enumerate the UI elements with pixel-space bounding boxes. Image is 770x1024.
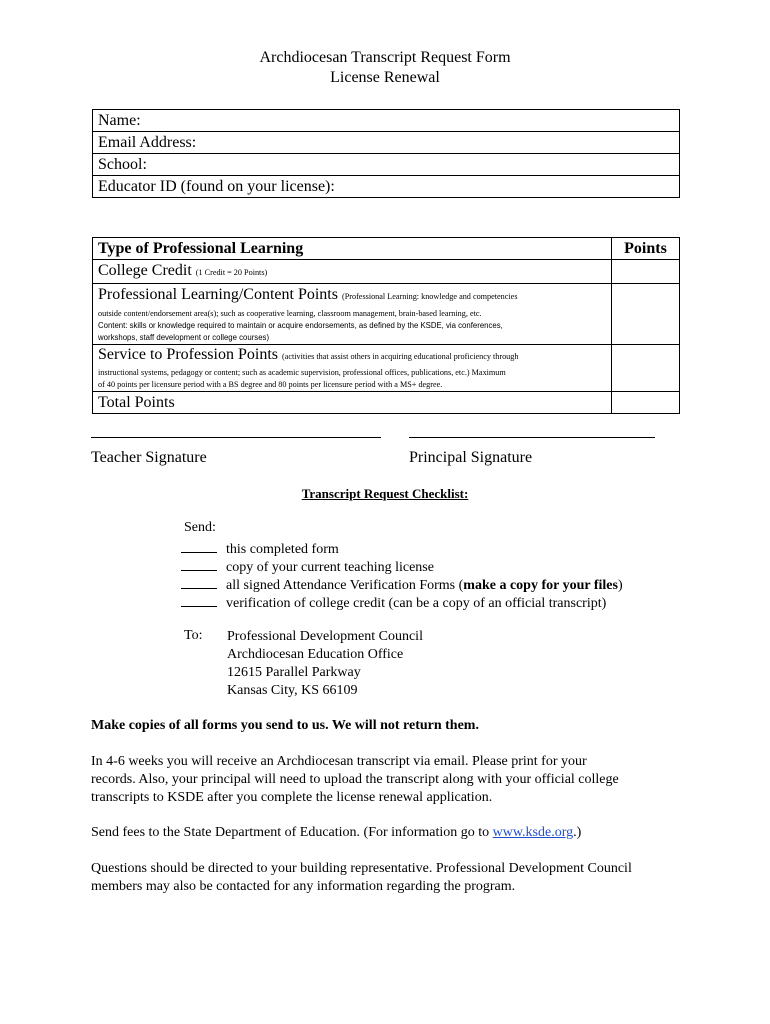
educator-info-table (92, 109, 680, 198)
professional-learning-table (92, 237, 680, 414)
checklist-blank[interactable] (181, 575, 217, 589)
college-credit-label: College Credit (98, 262, 192, 279)
checklist-item (181, 593, 606, 611)
paragraph-line: records. Also, your principal will need to upload the transcript along with your official college (91, 772, 619, 787)
type-column-header: Type of Professional Learning (93, 238, 612, 260)
copies-notice: Make copies of all forms you send to us. We will not return them. (91, 718, 479, 733)
checklist-blank[interactable] (181, 593, 217, 607)
fees-paragraph (91, 824, 691, 842)
address-line: Kansas City, KS 66109 (227, 683, 358, 698)
professional-learning-label: Professional Learning/Content Points (98, 286, 338, 303)
checklist-blank[interactable] (181, 557, 217, 571)
service-note: (activities that assist others in acquiring educational proficiency through (282, 352, 519, 361)
total-points-cell[interactable] (612, 392, 680, 414)
service-note: of 40 points per licensure period with a BS degree and 80 points per licensure period with a MS+ degree. (98, 380, 443, 389)
paragraph-line: members may also be contacted for any information regarding the program. (91, 879, 516, 894)
to-label: To: (184, 628, 203, 643)
form-subtitle: License Renewal (330, 69, 440, 86)
address-line: Professional Development Council (227, 629, 423, 644)
professional-learning-note: outside content/endorsement area(s); such as cooperative learning, classroom management, brain-based learning, etc. (98, 309, 482, 318)
checklist-item-label: this completed form (226, 542, 339, 557)
checklist-item-label: copy of your current teaching license (226, 560, 434, 575)
professional-learning-note: (Professional Learning: knowledge and competencies (341, 292, 518, 301)
teacher-signature-label: Teacher Signature (91, 449, 207, 466)
transcript-timing-paragraph (91, 753, 691, 807)
checklist-item-emphasis: make a copy for your files (463, 578, 618, 593)
checklist-title: Transcript Request Checklist: (301, 486, 469, 501)
professional-learning-row (93, 284, 612, 345)
checklist-item (181, 575, 623, 593)
principal-signature-line[interactable] (409, 437, 655, 438)
college-credit-note: (1 Credit = 20 Points) (195, 268, 268, 277)
address-line: Archdiocesan Education Office (227, 647, 404, 662)
content-points-note: Content: skills or knowledge required to maintain or acquire endorsements, as defined by the KSDE, via conferences, (98, 321, 503, 330)
total-points-label: Total Points (93, 392, 612, 414)
points-column-header: Points (612, 238, 680, 260)
name-field[interactable]: Name: (93, 110, 680, 132)
send-label: Send: (184, 520, 216, 535)
checklist-blank[interactable] (181, 539, 217, 553)
address-line: 12615 Parallel Parkway (227, 665, 361, 680)
professional-learning-points-cell[interactable] (612, 284, 680, 345)
checklist-item (181, 539, 339, 557)
college-credit-points-cell[interactable] (612, 260, 680, 284)
service-label: Service to Profession Points (98, 346, 278, 363)
paragraph-line: Questions should be directed to your building representative. Professional Development Council (91, 861, 632, 876)
service-row (93, 345, 612, 392)
email-field[interactable]: Email Address: (93, 132, 680, 154)
principal-signature-label: Principal Signature (409, 449, 533, 466)
educator-id-field[interactable]: Educator ID (found on your license): (93, 176, 680, 198)
form-title: Archdiocesan Transcript Request Form (259, 49, 511, 66)
content-points-note: workshops, staff development or college courses) (98, 333, 270, 342)
checklist-item-label: all signed Attendance Verification Forms ( (226, 578, 464, 593)
fees-text: .) (573, 825, 582, 840)
service-note: instructional systems, pedagogy or content; such as academic supervision, professional offices, publications, etc.) Maximum (98, 368, 506, 377)
paragraph-line: In 4-6 weeks you will receive an Archdiocesan transcript via email. Please print for your (91, 754, 587, 769)
checklist-item (181, 557, 434, 575)
college-credit-row (93, 260, 612, 284)
teacher-signature-line[interactable] (91, 437, 381, 438)
fees-text: Send fees to the State Department of Education. (For information go to (91, 825, 493, 840)
checklist-item-label: ) (617, 578, 623, 593)
school-field[interactable]: School: (93, 154, 680, 176)
ksde-link[interactable]: www.ksde.org (492, 825, 574, 840)
checklist-item-label: verification of college credit (can be a copy of an official transcript) (226, 596, 607, 611)
questions-paragraph (91, 860, 691, 896)
paragraph-line: transcripts to KSDE after you complete the license renewal application. (91, 790, 493, 805)
service-points-cell[interactable] (612, 345, 680, 392)
